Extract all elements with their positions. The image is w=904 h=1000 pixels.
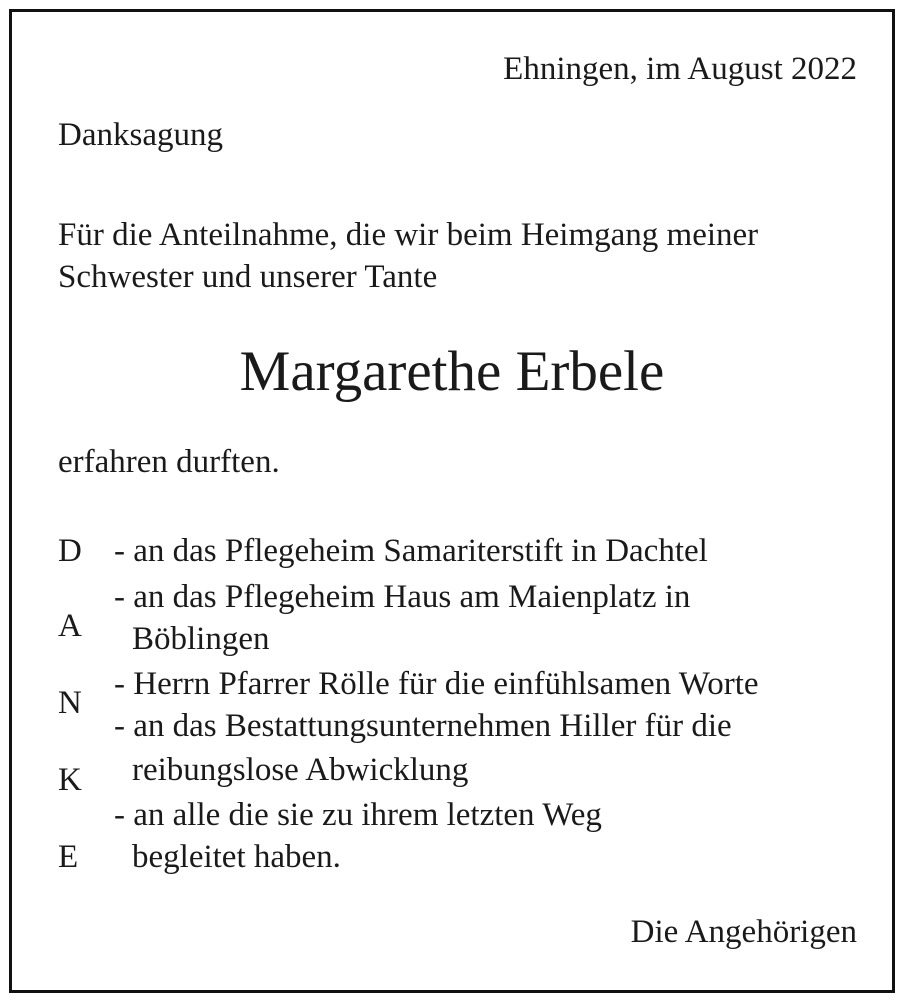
thanks-line: - an alle die sie zu ihrem letzten Weg [114,797,602,833]
thanks-line: Böblingen [132,621,270,657]
danke-letter: N [58,685,82,721]
outro-line: erfahren durften. [58,444,280,480]
thanks-line: - an das Bestattungsunternehmen Hiller für die [114,708,732,744]
thanks-line: - Herrn Pfarrer Rölle für die einfühlsamen Worte [114,666,759,702]
danke-letter: D [58,533,82,569]
thanks-line: reibungslose Abwicklung [132,752,469,788]
danke-letter: E [58,839,79,875]
place-date: Ehningen, im August 2022 [503,51,857,87]
intro-line: Schwester und unserer Tante [58,259,438,295]
intro-line: Für die Anteilnahme, die wir beim Heimgang meiner [58,217,759,253]
deceased-name: Margarethe Erbele [239,340,665,403]
danke-letter: A [58,608,82,644]
heading: Danksagung [58,117,223,153]
danke-letter: K [58,762,82,798]
thanks-line: begleitet haben. [132,839,341,875]
signoff: Die Angehörigen [630,914,857,950]
thanks-line: - an das Pflegeheim Haus am Maienplatz in [114,579,691,615]
thanks-line: - an das Pflegeheim Samariterstift in Dachtel [114,533,708,569]
